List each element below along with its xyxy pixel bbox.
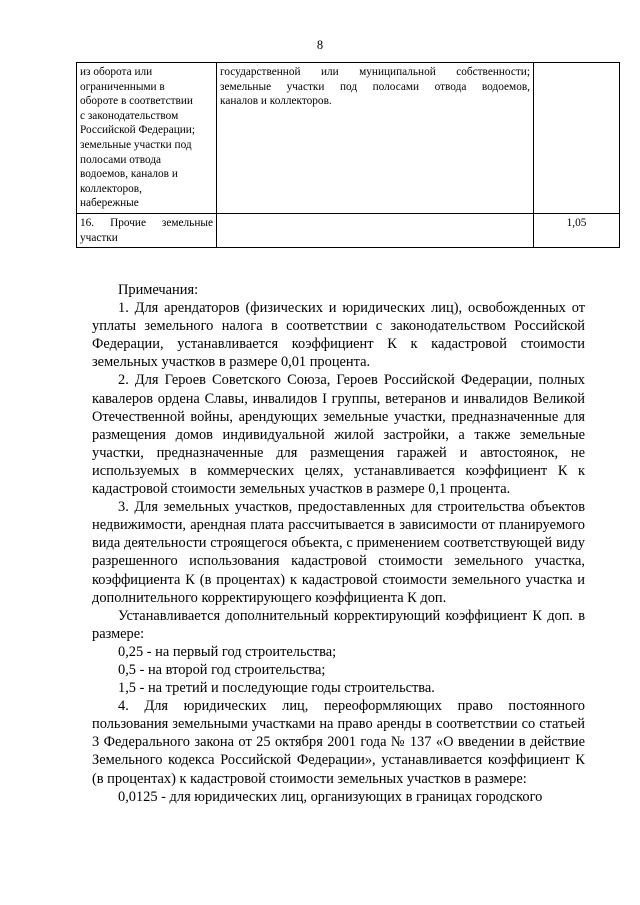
cell-line: обороте в соответствии <box>80 95 193 108</box>
cell-line: из оборота или <box>80 66 153 78</box>
table-row <box>77 213 620 247</box>
page-number: 8 <box>316 38 324 52</box>
cell-line: Российской Федерации; <box>80 124 195 137</box>
note-paragraph: 1. Для арендаторов (физических и юридических лиц), освобожденных от уплаты земельного налога в соответствии с законодательством Российской Федерации, устанавливается коэффициент К к кадастровой стоимости земельных участков в размере 0,01 процента. <box>92 300 585 371</box>
cell-line: земельные участки под полосами отвода водоемов, <box>220 80 530 93</box>
cell-line: участки <box>80 231 118 244</box>
cell-line: ограниченными в <box>80 80 165 93</box>
cell-line: каналов и коллекторов. <box>220 95 332 108</box>
cell-line: набережные <box>80 197 139 210</box>
table-cell-category <box>77 63 217 214</box>
notes-title: Примечания: <box>118 282 199 298</box>
note-paragraph: Устанавливается дополнительный корректирующий коэффициент К доп. в размере: <box>92 607 585 642</box>
cell-line: полосами отвода <box>80 153 162 166</box>
note-paragraph: 0,5 - на второй год строительства; <box>118 661 326 678</box>
coefficient-table <box>76 62 620 248</box>
note-paragraph: 4. Для юридических лиц, переоформляющих право постоянного пользования земельными участками на право аренды в соответствии со статьей 3 Федерального закона от 25 октября 2001 года № 137 «О введении в действие Земельного кодекса Российской Федерации», устанавливается коэффициент К (в процентах) к кадастровой стоимости земельных участков в размере: <box>92 698 585 787</box>
note-paragraph: 0,0125 - для юридических лиц, организующих в границах городского <box>118 788 543 805</box>
note-paragraph: 2. Для Героев Советского Союза, Героев Российской Федерации, полных кавалеров ордена Славы, инвалидов I группы, ветеранов и инвалидов Великой Отечественной войны, арендующих земельные участки, предназначенные для размещения домов индивидуальной жилой застройки, а также земельные участки, предназначенные для размещения гаражей и автостоянок, не используемых в коммерческих целях, устанавливается коэффициент К к кадастровой стоимости земельных участков в размере 0,1 процента. <box>92 372 585 498</box>
cell-line: с законодательством <box>80 109 179 122</box>
cell-line: государственной или муниципальной собственности; <box>220 66 530 78</box>
cell-line: земельные участки под <box>80 138 192 151</box>
cell-line: 16. Прочие земельные <box>80 216 213 229</box>
table-cell-coefficient <box>534 63 620 214</box>
note-paragraph: 1,5 - на третий и последующие годы строительства. <box>118 680 435 697</box>
table-row <box>77 63 620 214</box>
table-cell-category <box>77 213 217 247</box>
table-cell-coefficient: 1,05 <box>534 213 620 247</box>
notes-section <box>92 281 585 806</box>
note-paragraph: 0,25 - на первый год строительства; <box>118 643 337 660</box>
note-paragraph: 3. Для земельных участков, предоставленных для строительства объектов недвижимости, арендная плата рассчитывается в зависимости от планируемого вида деятельности строящегося объекта, с применением соответствующей виду разрешенного использования кадастровой стоимости земельного участка, коэффициента К (в процентах) к кадастровой стоимости земельного участка и дополнительного корректирующего коэффициента К доп. <box>92 499 585 606</box>
table-cell-description <box>217 63 534 214</box>
table-cell-description <box>217 213 534 247</box>
cell-line: коллекторов, <box>80 182 142 195</box>
cell-line: водоемов, каналов и <box>80 168 178 181</box>
